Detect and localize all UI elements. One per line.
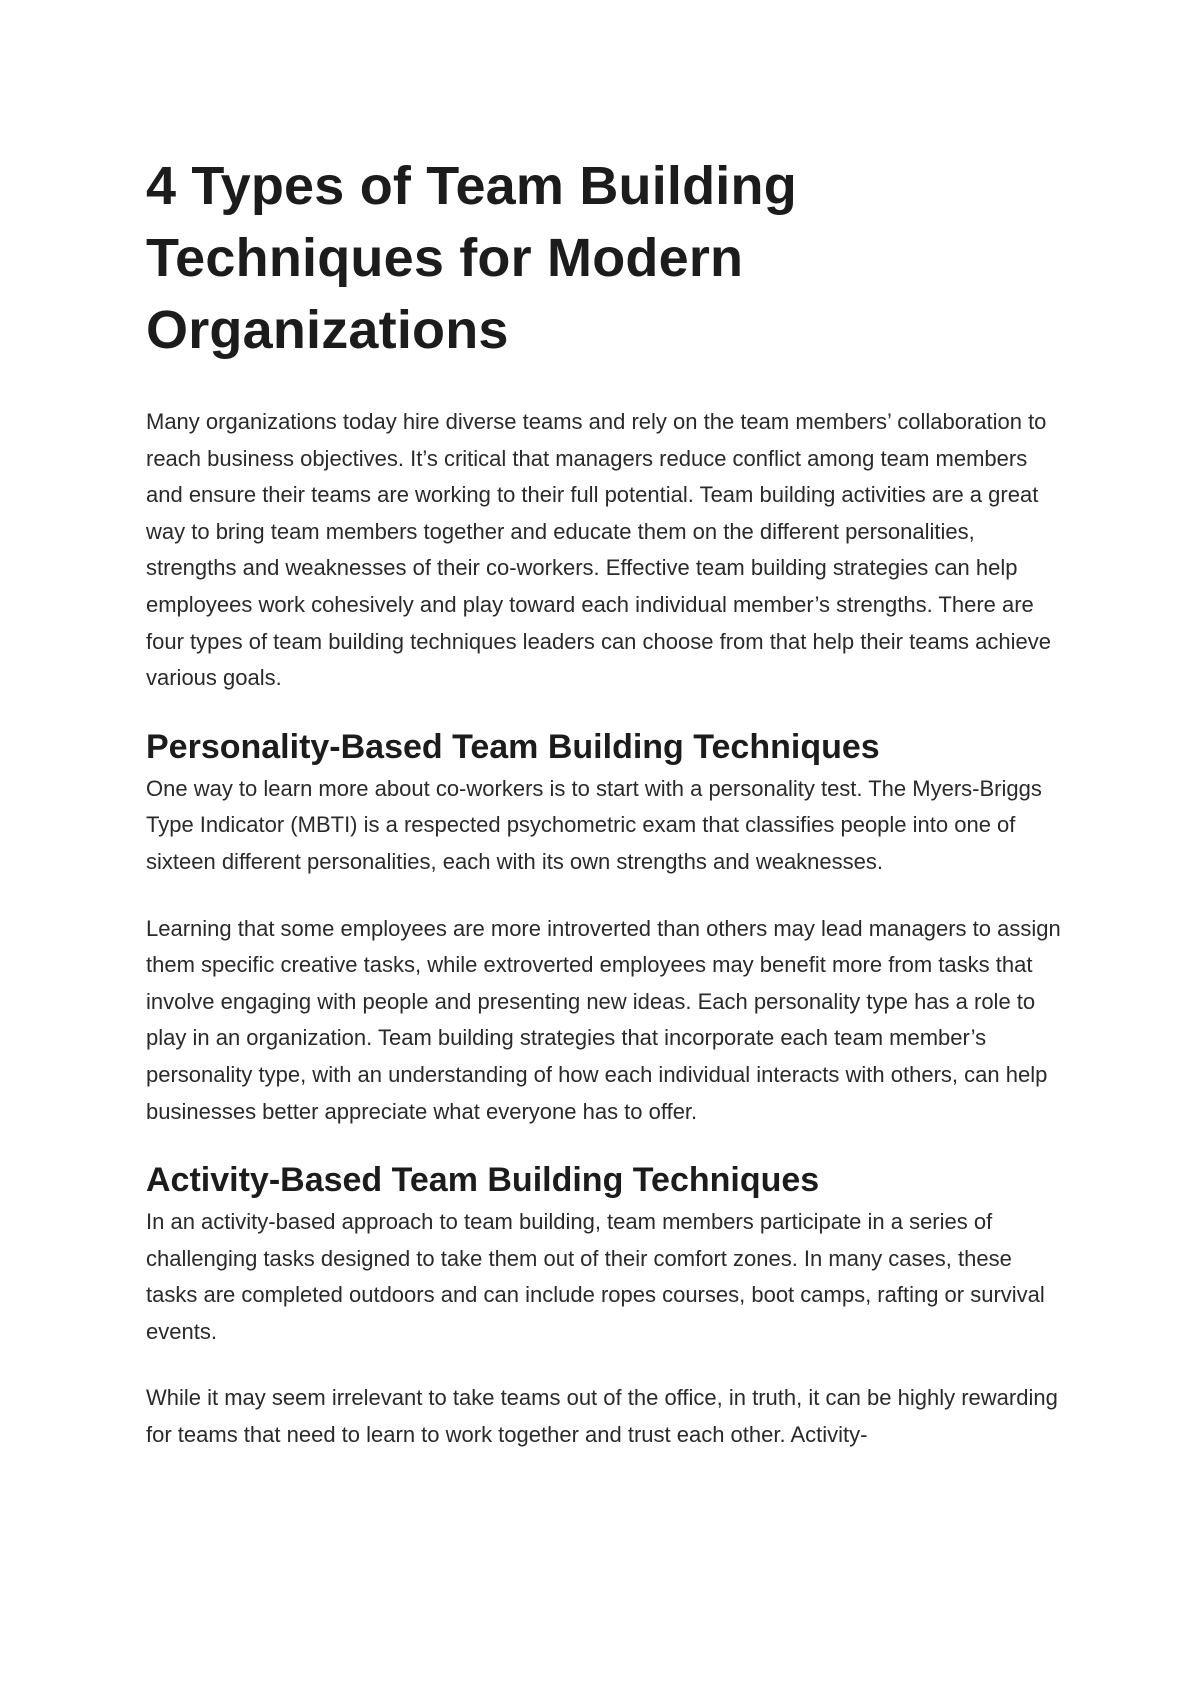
section-heading: Activity-Based Team Building Techniques	[146, 1161, 820, 1200]
section-heading: Personality-Based Team Building Techniques	[146, 727, 880, 766]
intro-paragraph: Many organizations today hire diverse teams and rely on the team members’ collaboration to reach business objectives. It’s critical that managers reduce conflict among team members and ensure their teams are working to their full potential. Team building activities are a great way to bring team members together and educate them on the different personalities, strengths and weaknesses of their co-workers. Effective team building strategies can help employees work cohesively and play toward each individual member’s strengths. There are four types of team building techniques leaders can choose from that help their teams achieve various goals.	[146, 409, 1051, 691]
document-page	[146, 150, 1066, 1454]
section-activity-based	[146, 1160, 1066, 1454]
section-paragraph: One way to learn more about co-workers is to start with a personality test. The Myers-Briggs Type Indicator (MBTI) is a respected psychometric exam that classifies people into one of sixteen different personalities, each with its own strengths and weaknesses.	[146, 775, 1042, 874]
section-paragraph: In an activity-based approach to team building, team members participate in a series of challenging tasks designed to take them out of their comfort zones. In many cases, these tasks are completed outdoors and can include ropes courses, boot camps, rafting or survival events.	[146, 1209, 1045, 1344]
section-personality-based	[146, 727, 1066, 1130]
section-paragraph: While it may seem irrelevant to take teams out of the office, in truth, it can be highly rewarding for teams that need to learn to work together and trust each other. Activity-	[146, 1385, 1058, 1448]
section-paragraph: Learning that some employees are more introverted than others may lead managers to assign them specific creative tasks, while extroverted employees may benefit more from tasks that involve engaging with people and presenting new ideas. Each personality type has a role to play in an organization. Team building strategies that incorporate each team member’s personality type, with an understanding of how each individual interacts with others, can help businesses better appreciate what everyone has to offer.	[146, 915, 1061, 1124]
document-title: 4 Types of Team Building Techniques for Modern Organizations	[146, 156, 797, 360]
